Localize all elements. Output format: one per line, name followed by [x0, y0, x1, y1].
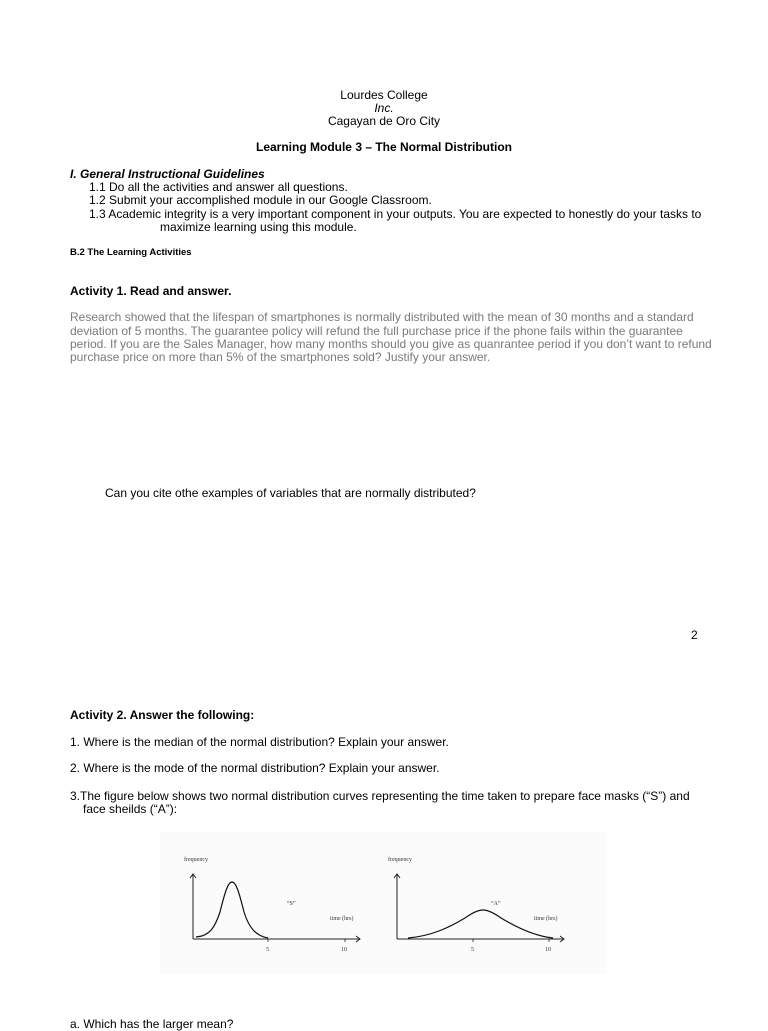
- normal-curves-figure: [160, 832, 606, 974]
- guideline-item: 1.3 Academic integrity is a very important component in your outputs. You are expected to honestly do your tasks to: [89, 207, 702, 221]
- activity1-paragraph-line: Research showed that the lifespan of smartphones is normally distributed with the mean of 30 months and a standard: [70, 310, 694, 324]
- activity2-question-3-continuation: face sheilds (“A”):: [83, 802, 178, 816]
- activity2-title: Activity 2. Answer the following:: [70, 708, 255, 722]
- guidelines-heading: I. General Instructional Guidelines: [70, 167, 265, 181]
- plot-a-tick-5: 5: [471, 947, 474, 953]
- guideline-item-continuation: maximize learning using this module.: [160, 220, 357, 234]
- plot-s-x-label: time (hrs): [330, 916, 354, 922]
- plot-s-tick-10: 10: [341, 947, 347, 953]
- plot-s: [184, 856, 360, 953]
- guideline-item: 1.1 Do all the activities and answer all questions.: [89, 180, 348, 194]
- activity2-question-1: 1. Where is the median of the normal distribution? Explain your answer.: [70, 735, 449, 749]
- activity1-question: Can you cite othe examples of variables that are normally distributed?: [105, 486, 476, 500]
- activity1-title: Activity 1. Read and answer.: [70, 284, 232, 298]
- curve-s: [196, 882, 268, 938]
- activity2-question-2: 2. Where is the mode of the normal distribution? Explain your answer.: [70, 761, 440, 775]
- activity2-question-3: 3.The figure below shows two normal distribution curves representing the time taken to prepare face masks (“S”) and: [70, 789, 690, 803]
- activity1-paragraph-line: purchase price on more than 5% of the smartphones sold? Justify your answer.: [70, 350, 491, 364]
- curve-a: [408, 910, 553, 938]
- plot-a-tick-10: 10: [545, 947, 551, 953]
- plot-a-series-label: “A”: [491, 901, 501, 907]
- plot-s-y-label: frequency: [184, 857, 208, 863]
- guideline-item: 1.2 Submit your accomplished module in our Google Classroom.: [89, 193, 432, 207]
- section-label: B.2 The Learning Activities: [70, 247, 192, 258]
- plot-s-tick-5: 5: [266, 947, 269, 953]
- institution-name: Lourdes College: [340, 88, 428, 102]
- institution-inc: Inc.: [374, 101, 394, 115]
- plot-a: [388, 856, 564, 953]
- module-title: Learning Module 3 – The Normal Distribution: [255, 140, 513, 154]
- activity2-question-3a: a. Which has the larger mean?: [70, 1017, 234, 1031]
- activity1-paragraph-line: period. If you are the Sales Manager, how many months should you give as quanrantee period if you don’t want to refund: [70, 337, 712, 351]
- plot-s-series-label: “S”: [287, 901, 296, 907]
- plot-a-x-label: time (hrs): [534, 916, 558, 922]
- institution-city: Cagayan de Oro City: [327, 114, 441, 128]
- plot-a-y-label: frequency: [388, 857, 412, 863]
- page-number: 2: [691, 628, 698, 642]
- activity1-paragraph-line: deviation of 5 months. The guarantee policy will refund the full purchase price if the phone fails within the guarantee: [70, 324, 683, 338]
